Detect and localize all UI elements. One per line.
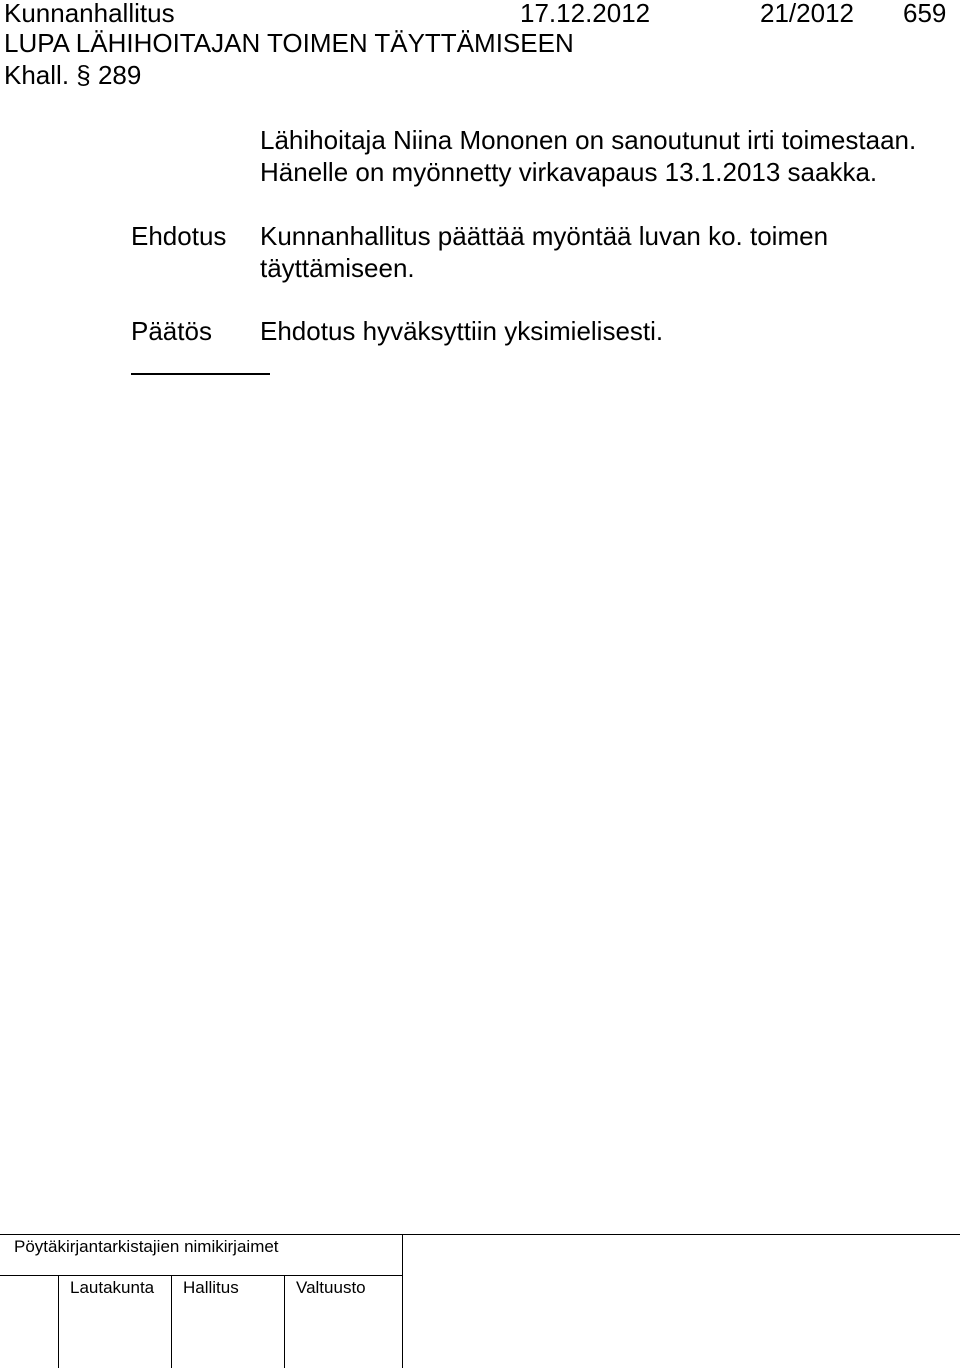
meeting-number: 21/2012 — [760, 0, 854, 28]
meeting-date: 17.12.2012 — [520, 0, 651, 28]
proposal-line-2: täyttämiseen. — [260, 253, 415, 283]
table-right-border — [402, 1234, 403, 1368]
proposal-label: Ehdotus — [131, 221, 227, 251]
section-end-rule — [131, 373, 270, 375]
table-row-divider — [0, 1275, 402, 1276]
initials-label: Pöytäkirjantarkistajien nimikirjaimet — [14, 1237, 279, 1256]
column-lautakunta: Lautakunta — [70, 1278, 155, 1297]
table-col-divider-3 — [284, 1275, 285, 1368]
table-top-border — [0, 1234, 960, 1235]
page-number: 659 — [903, 0, 947, 28]
column-hallitus: Hallitus — [183, 1278, 239, 1297]
decision-text: Ehdotus hyväksyttiin yksimielisesti. — [260, 316, 664, 346]
section-reference: Khall. § 289 — [4, 60, 142, 90]
proposal-line-1: Kunnanhallitus päättää myöntää luvan ko. toimen — [260, 221, 829, 251]
organ-name: Kunnanhallitus — [4, 0, 175, 28]
table-col-divider-1 — [58, 1275, 59, 1368]
description-line-1: Lähihoitaja Niina Mononen on sanoutunut irti toimestaan. — [260, 125, 917, 155]
decision-label: Päätös — [131, 316, 212, 346]
column-valtuusto: Valtuusto — [296, 1278, 366, 1297]
item-subject: LUPA LÄHIHOITAJAN TOIMEN TÄYTTÄMISEEN — [4, 28, 574, 58]
table-col-divider-2 — [171, 1275, 172, 1368]
description-line-2: Hänelle on myönnetty virkavapaus 13.1.2013 saakka. — [260, 157, 878, 187]
